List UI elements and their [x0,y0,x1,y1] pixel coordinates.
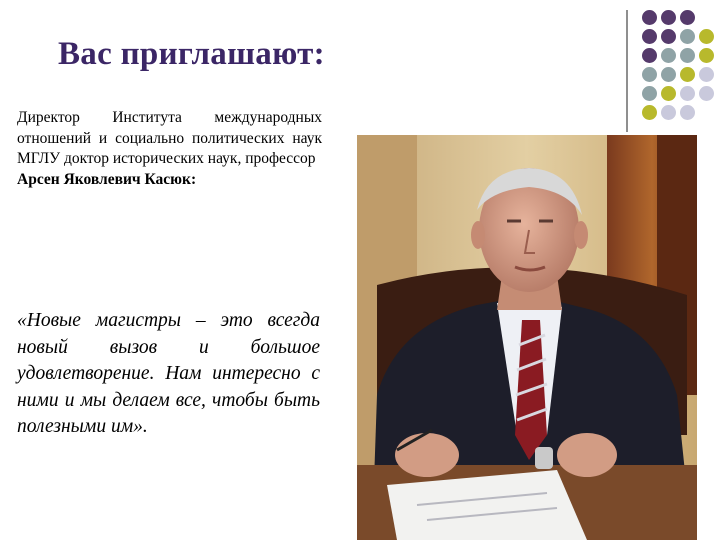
person-name: Арсен Яковлевич Касюк: [17,170,197,188]
dot [642,10,657,25]
bio-text: Директор Института международных отношений и социально политических наук МГЛУ доктор исторических наук, профессор [17,109,322,168]
dot [661,48,676,63]
dot [642,48,657,63]
dot [680,10,695,25]
dot [680,29,695,44]
quote-text: «Новые магистры – это всегда новый вызов и большое удовлетворение. Нам интересно с ними и мы делаем все, чтобы быть полезными им». [17,310,320,437]
dot [699,86,714,101]
dot [699,48,714,63]
dot [642,105,657,120]
dot [680,48,695,63]
portrait-photo [357,135,697,540]
slide-title: Вас приглашают: [58,36,325,72]
dot [699,29,714,44]
dot [642,29,657,44]
dot [642,67,657,82]
dot [661,67,676,82]
dot [661,105,676,120]
dot [661,29,676,44]
dot [699,67,714,82]
bio-block [17,108,322,190]
dot [680,105,695,120]
dot [680,67,695,82]
dot [642,86,657,101]
dot [680,86,695,101]
dot [661,10,676,25]
dot [661,86,676,101]
